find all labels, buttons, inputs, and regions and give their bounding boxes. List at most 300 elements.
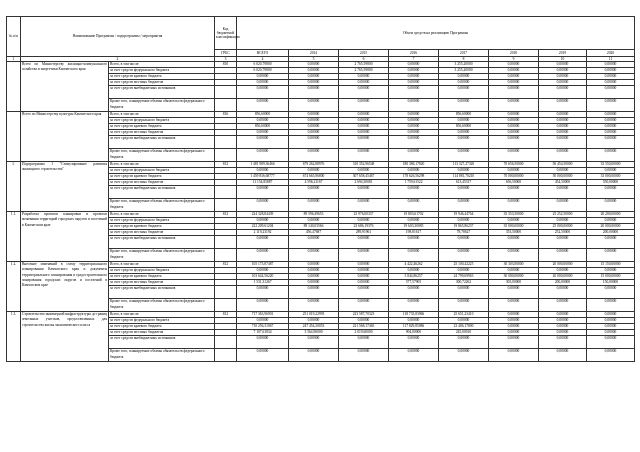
amount-cell: 456,47687 (289, 230, 339, 236)
amount-cell: 6 020,79800 (237, 62, 289, 68)
amount-cell: 0,00000 (339, 236, 389, 249)
funding-source: за счет средств федерального бюджета (109, 68, 215, 74)
amount-cell: 50 000,00000 (539, 174, 587, 180)
amount-cell: 0,00000 (289, 99, 339, 112)
amount-cell: 0,00000 (539, 349, 587, 362)
amount-cell: 0,00000 (339, 130, 389, 136)
amount-cell: 23 976,00337 (339, 212, 389, 218)
column-index: 4 (237, 57, 289, 62)
amount-cell: 198,81617 (389, 230, 439, 236)
amount-cell: 2 019,60000 (339, 330, 389, 336)
amount-cell: 0,00000 (539, 68, 587, 74)
amount-cell: 0,00000 (237, 199, 289, 212)
amount-cell: 20 000,00000 (539, 262, 587, 268)
amount-cell: 113 327,27320 (439, 162, 489, 168)
amount-cell: 0,00000 (539, 268, 587, 274)
amount-cell: 0,00000 (289, 236, 339, 249)
column-index: 2 (21, 57, 215, 62)
amount-cell: 0,00000 (489, 286, 539, 299)
amount-cell: 0,00000 (439, 130, 489, 136)
amount-cell: 0,00000 (587, 324, 635, 330)
amount-cell: 19 865,86237 (439, 224, 489, 230)
column-index: 8 (439, 57, 489, 62)
amount-cell: 0,00000 (439, 74, 489, 80)
amount-cell: 0,00000 (289, 268, 339, 274)
amount-cell: 0,00000 (539, 112, 587, 118)
amount-cell: 0,00000 (339, 280, 389, 286)
amount-cell: 0,00000 (289, 286, 339, 299)
amount-cell: 0,00000 (339, 86, 389, 99)
amount-cell: 0,00000 (339, 136, 389, 149)
row-number: 1.2. (7, 262, 21, 312)
amount-cell: 0,00000 (389, 318, 439, 324)
amount-cell: 20 000,00000 (587, 224, 635, 230)
amount-cell: 289,91961 (339, 230, 389, 236)
amount-cell: 105 175,87487 (237, 262, 289, 268)
amount-cell: 0,00000 (289, 274, 339, 280)
amount-cell: 35 000,00000 (489, 224, 539, 230)
amount-cell: 0,00000 (489, 336, 539, 349)
funding-source: за счет средств краевого бюджета (109, 224, 215, 230)
amount-cell: 0,00000 (237, 80, 289, 86)
amount-cell: 247 454,20053 (289, 324, 339, 330)
amount-cell: 0,00000 (289, 130, 339, 136)
amount-cell: 0,00000 (389, 99, 439, 112)
amount-cell: 0,00000 (587, 112, 635, 118)
amount-cell: 7 107,61834 (237, 330, 289, 336)
amount-cell: 0,00000 (289, 149, 339, 162)
amount-cell: 0,00000 (439, 136, 489, 149)
amount-cell: 0,00000 (339, 299, 389, 312)
amount-cell: 118 733,83966 (389, 312, 439, 318)
funding-source: за счет средств местных бюджетов (109, 130, 215, 136)
amount-cell: 0,00000 (489, 118, 539, 124)
amount-cell: 0,00000 (237, 149, 289, 162)
amount-cell: 0,00000 (489, 312, 539, 318)
amount-cell: 25 651,23410 (439, 312, 489, 318)
funding-source: за счет средств федерального бюджета (109, 118, 215, 124)
amount-cell: 245,00010 (439, 330, 489, 336)
amount-cell: 0,00000 (389, 130, 439, 136)
amount-cell: 0,00000 (587, 318, 635, 324)
amount-cell: 0,00000 (439, 186, 489, 199)
column-index: 3 (215, 57, 237, 62)
amount-cell: 0,00000 (289, 299, 339, 312)
amount-cell: 0,00000 (289, 280, 339, 286)
row-number (7, 112, 21, 162)
amount-cell: 0,00000 (289, 68, 339, 74)
amount-cell: 0,00000 (587, 168, 635, 174)
amount-cell: 19 803,61702 (389, 212, 439, 218)
amount-cell: 0,00000 (489, 136, 539, 149)
funding-source: Всего, в том числе: (109, 62, 215, 68)
amount-cell: 0,00000 (539, 330, 587, 336)
funding-source: за счет средств местных бюджетов (109, 80, 215, 86)
amount-cell: 0,00000 (439, 168, 489, 174)
amount-cell: 114 881,70210 (439, 174, 489, 180)
amount-cell: 0,00000 (587, 268, 635, 274)
amount-cell: 0,00000 (289, 112, 339, 118)
amount-cell: 0,00000 (587, 186, 635, 199)
amount-cell: 23 686,19376 (339, 224, 389, 230)
amount-cell: 20 200,00000 (587, 212, 635, 218)
amount-cell: 0,00000 (339, 318, 389, 324)
amount-cell: 0,00000 (389, 149, 439, 162)
amount-cell: 0,00000 (587, 62, 635, 68)
amount-cell: 0,00000 (489, 349, 539, 362)
amount-cell: 904,00000 (389, 330, 439, 336)
amount-cell: 25 100,42225 (439, 262, 489, 268)
amount-cell: 310 352,96548 (339, 162, 389, 168)
amount-cell: 6 020,79800 (237, 68, 289, 74)
header-row (7, 17, 635, 50)
grbs-code (215, 286, 237, 299)
amount-cell: 717 363,96901 (237, 312, 289, 318)
amount-cell: 300,72262 (439, 280, 489, 286)
funding-source: за счет средств федерального бюджета (109, 168, 215, 174)
funding-source: за счет средств федерального бюджета (109, 318, 215, 324)
amount-cell: 613,45317 (439, 180, 489, 186)
amount-cell: 24 799,69963 (439, 274, 489, 280)
amount-cell: 0,00000 (539, 249, 587, 262)
header-name: Наименование Программы / подпрограммы / мероприятия (21, 17, 215, 57)
header-code: Код бюджетной классификации (215, 17, 237, 50)
amount-cell: 0,00000 (439, 86, 489, 99)
amount-cell: 25 252,50000 (539, 212, 587, 218)
amount-cell: 0,00000 (489, 186, 539, 199)
amount-cell: 4 596,21167 (289, 180, 339, 186)
amount-cell: 0,00000 (389, 136, 439, 149)
amount-cell: 0,00000 (489, 149, 539, 162)
amount-cell: 0,00000 (339, 118, 389, 124)
amount-cell: 0,00000 (539, 99, 587, 112)
amount-cell: 0,00000 (389, 268, 439, 274)
funding-source: за счет средств краевого бюджета (109, 174, 215, 180)
amount-cell: 0,00000 (289, 199, 339, 212)
column-index: 9 (489, 57, 539, 62)
amount-cell: 221 568,17465 (339, 324, 389, 330)
amount-cell: 224 328,84439 (237, 212, 289, 218)
amount-cell: 0,00000 (539, 299, 587, 312)
amount-cell: 679 262,88976 (289, 162, 339, 168)
funding-source: Всего, в том числе: (109, 262, 215, 268)
amount-cell: 0,00000 (289, 186, 339, 199)
amount-cell: 0,00000 (389, 118, 439, 124)
amount-cell: 0,00000 (237, 186, 289, 199)
amount-cell: 150,00000 (587, 280, 635, 286)
amount-cell: 0,00000 (339, 199, 389, 212)
grbs-code: 812 (215, 312, 237, 318)
grbs-code (215, 136, 237, 149)
amount-cell: 0,00000 (489, 249, 539, 262)
amount-cell: 33 550,00000 (587, 162, 635, 168)
amount-cell: 0,00000 (539, 199, 587, 212)
amount-cell: 0,00000 (389, 80, 439, 86)
amount-cell: 454,50000 (539, 180, 587, 186)
grbs-code (215, 236, 237, 249)
amount-cell: 0,00000 (587, 130, 635, 136)
funding-source: за счет средств внебюджетных источников (109, 336, 215, 349)
grbs-code: 812 (215, 262, 237, 268)
amount-cell: 78,78627 (439, 230, 489, 236)
amount-cell: 15 150,00000 (587, 262, 635, 268)
header-year: ВСЕГО (237, 50, 289, 57)
amount-cell: 0,00000 (489, 74, 539, 80)
amount-cell: 0,00000 (339, 168, 389, 174)
amount-cell: 0,00000 (539, 149, 587, 162)
amount-cell: 0,00000 (489, 62, 539, 68)
amount-cell: 0,00000 (237, 74, 289, 80)
program-name: Подпрограмма 1 "Стимулирование развития жилищного строительства" (21, 162, 109, 212)
amount-cell: 550,00000 (587, 180, 635, 186)
funding-source: за счет средств федерального бюджета (109, 268, 215, 274)
amount-cell: 117 829,85086 (389, 324, 439, 330)
program-name: Строительство инженерной инфраструктуры до границ земельных участков, предоставленных для строительства жилья экономического класса (21, 312, 109, 362)
header-year: 2019 (539, 50, 587, 57)
funding-source: за счет средств внебюджетных источников (109, 236, 215, 249)
funding-source: за счет средств внебюджетных источников (109, 86, 215, 99)
funding-source: за счет средств внебюджетных источников (109, 186, 215, 199)
amount-cell: 0,00000 (539, 312, 587, 318)
amount-cell: 0,00000 (339, 99, 389, 112)
amount-cell: 0,00000 (289, 124, 339, 130)
amount-cell: 70 656,50000 (489, 162, 539, 168)
funding-source: за счет средств местных бюджетов (109, 330, 215, 336)
amount-cell: 0,00000 (289, 218, 339, 224)
amount-cell: 0,00000 (489, 236, 539, 249)
funding-source: за счет средств местных бюджетов (109, 180, 215, 186)
grbs-code (215, 336, 237, 349)
amount-cell: 0,00000 (339, 112, 389, 118)
amount-cell: 0,00000 (389, 299, 439, 312)
header-year: 2016 (389, 50, 439, 57)
amount-cell: 0,00000 (339, 274, 389, 280)
column-index: 7 (389, 57, 439, 62)
amount-cell: 0,00000 (389, 124, 439, 130)
amount-cell: 0,00000 (439, 318, 489, 324)
amount-cell: 0,00000 (237, 130, 289, 136)
amount-cell: 0,00000 (587, 124, 635, 130)
amount-cell: 0,00000 (587, 86, 635, 99)
header-grbs: ГРБС (215, 50, 237, 57)
funding-source: за счет средств местных бюджетов (109, 280, 215, 286)
row-number (7, 62, 21, 112)
amount-cell: 674 665,86800 (289, 174, 339, 180)
amount-cell: 20 000,00000 (539, 274, 587, 280)
amount-cell: 0,00000 (489, 86, 539, 99)
amount-cell: 0,00000 (237, 218, 289, 224)
amount-cell: 0,00000 (389, 168, 439, 174)
amount-cell: 0,00000 (339, 74, 389, 80)
amount-cell: 0,00000 (237, 99, 289, 112)
budget-document (6, 16, 634, 362)
amount-cell: 0,00000 (389, 249, 439, 262)
amount-cell: 0,00000 (587, 118, 635, 124)
amount-cell: 0,00000 (587, 99, 635, 112)
amount-cell: 3 844,86257 (389, 274, 439, 280)
amount-cell: 180 386,17820 (389, 162, 439, 168)
amount-cell: 0,00000 (489, 199, 539, 212)
amount-cell: 0,00000 (439, 299, 489, 312)
amount-cell: 0,00000 (339, 336, 389, 349)
amount-cell: 0,00000 (389, 199, 439, 212)
amount-cell: 0,00000 (439, 99, 489, 112)
funding-source: Кроме того, планируемые объемы обязательств федерального бюджета (109, 299, 215, 312)
amount-cell: 2 119,23192 (237, 230, 289, 236)
amount-cell: 0,00000 (289, 74, 339, 80)
amount-cell: 856,60000 (439, 124, 489, 130)
amount-cell: 0,00000 (539, 124, 587, 130)
amount-cell: 307 658,45467 (339, 174, 389, 180)
amount-cell: 0,00000 (439, 349, 489, 362)
amount-cell: 0,00000 (489, 324, 539, 330)
amount-cell: 0,00000 (389, 218, 439, 224)
amount-cell: 2 765,59800 (339, 68, 389, 74)
amount-cell: 0,00000 (539, 86, 587, 99)
amount-cell: 0,00000 (439, 118, 489, 124)
amount-cell: 0,00000 (339, 349, 389, 362)
amount-cell: 856,60000 (237, 124, 289, 130)
amount-cell: 0,00000 (289, 86, 339, 99)
amount-cell: 0,00000 (539, 236, 587, 249)
row-number: 1.1. (7, 212, 21, 262)
amount-cell: 0,00000 (587, 149, 635, 162)
amount-cell: 0,00000 (489, 124, 539, 130)
amount-cell: 577,57905 (389, 280, 439, 286)
funding-source: Кроме того, планируемые объемы обязательств федерального бюджета (109, 349, 215, 362)
amount-cell: 19 946,44764 (439, 212, 489, 218)
program-name: Внесение изменений в схему территориального планирования Камчатского края и документы территориального планирования и градостроительного зонирования городских округов и поселений в Камчатском крае (21, 262, 109, 312)
amount-cell: 0,00000 (489, 299, 539, 312)
grbs-code (215, 86, 237, 99)
amount-cell: 2 694,50081 (339, 180, 389, 186)
amount-cell: 0,00000 (587, 74, 635, 80)
amount-cell: 0,00000 (539, 62, 587, 68)
amount-cell: 0,00000 (237, 168, 289, 174)
amount-cell: 0,00000 (539, 218, 587, 224)
amount-cell: 0,00000 (389, 186, 439, 199)
header-year: 2020 (587, 50, 635, 57)
amount-cell: 0,00000 (489, 168, 539, 174)
amount-cell: 0,00000 (289, 249, 339, 262)
amount-cell: 0,00000 (439, 268, 489, 274)
amount-cell: 0,00000 (389, 112, 439, 118)
amount-cell: 0,00000 (289, 118, 339, 124)
amount-cell: 856,60000 (439, 112, 489, 118)
amount-cell: 89 140,03566 (289, 224, 339, 230)
funding-source: Всего, в том числе: (109, 212, 215, 218)
amount-cell: 89 596,49653 (289, 212, 339, 218)
amount-cell: 0,00000 (587, 199, 635, 212)
amount-cell: 0,00000 (339, 80, 389, 86)
funding-source: Кроме того, планируемые объемы обязательств федерального бюджета (109, 249, 215, 262)
funding-source: Всего, в том числе: (109, 162, 215, 168)
amount-cell: 0,00000 (539, 74, 587, 80)
amount-cell: 0,00000 (339, 186, 389, 199)
amount-cell: 0,00000 (539, 318, 587, 324)
amount-cell: 0,00000 (237, 349, 289, 362)
amount-cell: 35 353,50000 (489, 212, 539, 218)
amount-cell: 353,50000 (489, 230, 539, 236)
amount-cell: 0,00000 (237, 86, 289, 99)
amount-cell: 50 454,50000 (539, 162, 587, 168)
amount-cell: 0,00000 (539, 168, 587, 174)
amount-cell: 0,00000 (289, 336, 339, 349)
amount-cell: 0,00000 (439, 336, 489, 349)
amount-cell: 0,00000 (587, 299, 635, 312)
amount-cell: 0,00000 (389, 336, 439, 349)
column-index: 5 (289, 57, 339, 62)
amount-cell: 0,00000 (339, 124, 389, 130)
amount-cell: 0,00000 (237, 318, 289, 324)
amount-cell: 0,00000 (439, 80, 489, 86)
amount-cell: 1 481 989,36466 (237, 162, 289, 168)
amount-cell: 0,00000 (489, 318, 539, 324)
amount-cell: 0,00000 (539, 130, 587, 136)
amount-cell: 0,00000 (439, 236, 489, 249)
amount-cell: 710 256,31067 (237, 324, 289, 330)
amount-cell: 251 019,22993 (289, 312, 339, 318)
grbs-code (215, 99, 237, 112)
amount-cell: 0,00000 (289, 136, 339, 149)
funding-source: Кроме того, планируемые объемы обязательств федерального бюджета (109, 199, 215, 212)
amount-cell: 0,00000 (339, 218, 389, 224)
amount-cell: 0,00000 (489, 80, 539, 86)
amount-cell: 0,00000 (439, 199, 489, 212)
grbs-code: 810 (215, 62, 237, 68)
funding-source: за счет средств краевого бюджета (109, 274, 215, 280)
amount-cell: 2 765,59800 (339, 62, 389, 68)
header-year: 2018 (489, 50, 539, 57)
funding-source: за счет средств краевого бюджета (109, 124, 215, 130)
funding-source: за счет средств внебюджетных источников (109, 286, 215, 299)
header-year: 2014 (289, 50, 339, 57)
amount-cell: 0,00000 (439, 286, 489, 299)
amount-cell: 0,00000 (237, 268, 289, 274)
amount-cell: 223 587,70323 (339, 312, 389, 318)
funding-source: Кроме того, планируемые объемы обязательств федерального бюджета (109, 149, 215, 162)
column-index: 6 (339, 57, 389, 62)
amount-cell: 0,00000 (587, 68, 635, 74)
amount-cell: 0,00000 (389, 68, 439, 74)
amount-cell: 15 000,00000 (587, 274, 635, 280)
amount-cell: 0,00000 (539, 286, 587, 299)
amount-cell: 0,00000 (587, 312, 635, 318)
amount-cell: 0,00000 (237, 249, 289, 262)
program-name: Всего по Министерству жилищно-коммунального хозяйства и энергетики Камчатского края (21, 62, 109, 112)
header-volume: Объем средств на реализацию Программы (237, 17, 635, 50)
amount-cell: 0,00000 (489, 268, 539, 274)
funding-source: за счет средств внебюджетных источников (109, 136, 215, 149)
amount-cell: 252,50000 (539, 230, 587, 236)
amount-cell: 0,00000 (389, 74, 439, 80)
amount-cell: 33 000,00000 (587, 174, 635, 180)
header-year: 2017 (439, 50, 489, 57)
amount-cell: 0,00000 (587, 336, 635, 349)
amount-cell: 0,00000 (539, 80, 587, 86)
column-index: 10 (539, 57, 587, 62)
amount-cell: 0,00000 (289, 262, 339, 268)
amount-cell: 200,00000 (587, 230, 635, 236)
amount-cell: 0,00000 (389, 286, 439, 299)
amount-cell: 3 255,20000 (439, 68, 489, 74)
amount-cell: 856,60000 (237, 112, 289, 118)
amount-cell: 0,00000 (289, 168, 339, 174)
funding-source: Всего, в том числе: (109, 312, 215, 318)
amount-cell: 0,00000 (237, 136, 289, 149)
amount-cell: 0,00000 (539, 118, 587, 124)
amount-cell: 0,00000 (539, 186, 587, 199)
